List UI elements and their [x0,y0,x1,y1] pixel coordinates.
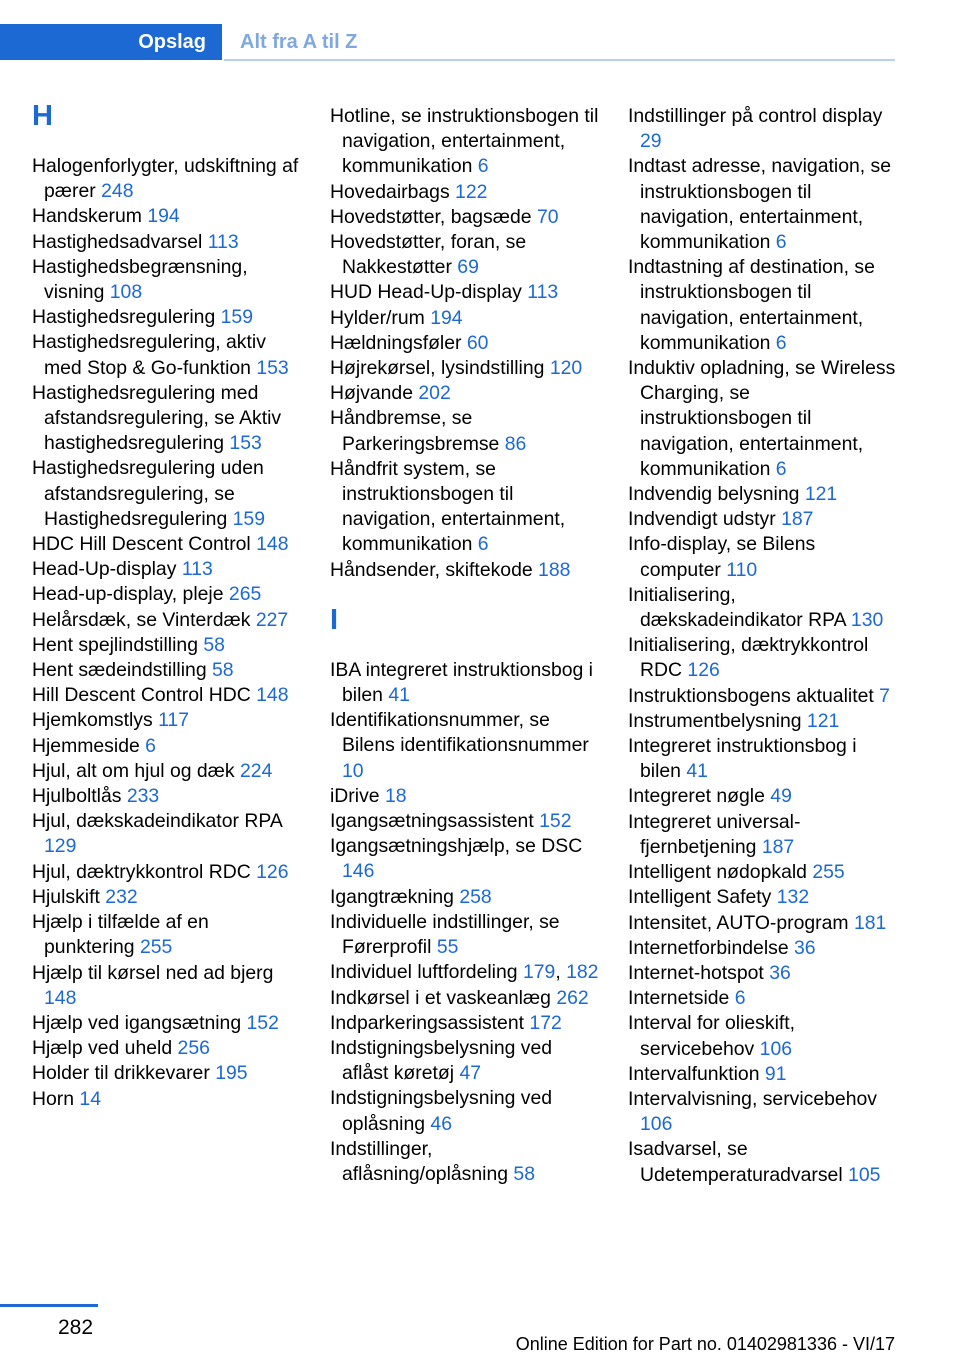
page-link[interactable]: 106 [640,1113,673,1136]
entry-text: Hylder/rum [330,306,425,329]
entry-text: Info-display, se Bilens computer [628,533,816,581]
entry-text: Holder til drikkevarer [32,1062,210,1085]
index-column-2 [330,104,600,1187]
entry-text: Interval for olieskift, servicebehov [628,1012,796,1060]
page-link[interactable]: 255 [812,861,845,884]
index-entry [628,911,898,936]
page-link[interactable]: 126 [256,860,289,883]
page-link[interactable]: 46 [430,1112,452,1135]
entry-text: Hjul, dækskadeindikator RPA [32,810,282,833]
page-link[interactable]: 6 [477,533,489,556]
page-link[interactable]: 148 [44,986,77,1009]
index-entry [330,331,600,356]
page-link[interactable]: 256 [177,1037,210,1060]
page-link[interactable]: 148 [256,533,289,556]
index-entry [330,784,600,809]
section-letter: I [330,603,339,636]
page-link[interactable]: 91 [764,1062,787,1085]
index-entry [32,330,302,380]
entry-text: HUD Head-Up-display [330,281,522,304]
index-entry [32,633,302,658]
index-entry [628,507,898,532]
entry-text: Hastighedsregulering med afstandsregulering, se Aktiv hastighedsregulering [32,381,282,455]
index-column-1 [32,100,302,1112]
entry-text: Hent sædeindstilling [32,659,207,682]
page-link[interactable]: 172 [529,1011,562,1034]
page-link[interactable]: 108 [109,281,143,304]
entry-text: Instruktionsbogens aktualitet [628,684,874,707]
index-entry [330,381,600,406]
page-link[interactable]: 195 [215,1062,248,1085]
page-link[interactable]: 121 [806,709,840,732]
page-link[interactable]: 60 [466,331,489,354]
index-entry [32,557,302,582]
index-entry [628,986,898,1011]
entry-text: Indstigningsbelysning ved aflåst køretøj [330,1036,553,1085]
page-link[interactable]: 6 [734,987,746,1010]
entry-text: Hjælp ved igangsætning [32,1011,242,1034]
index-entry [32,1036,302,1061]
page-link[interactable]: 14 [79,1087,101,1110]
page-link[interactable]: 159 [220,306,253,329]
entry-text: Hotline, se instruktionsbogen til navigation, entertainment, kommunikation [330,105,599,178]
page-link[interactable]: 227 [255,608,289,631]
index-entry [330,406,600,456]
entry-text: Hjul, dæktrykkontrol RDC [32,860,251,883]
entry-text: Hent spejlindstilling [32,633,198,656]
index-entry [628,1137,898,1187]
index-entry [330,1137,600,1187]
index-entry [32,809,302,859]
index-entry [330,1086,600,1136]
page-link[interactable]: 6 [775,231,787,254]
page-link[interactable]: 105 [848,1163,881,1186]
index-entry [32,532,302,557]
page-link[interactable]: 49 [770,785,792,808]
entry-text: Igangsætningsassistent [330,810,534,833]
index-entry [32,658,302,683]
page-link[interactable]: 113 [181,558,213,581]
entry-text: Intensitet, AUTO-program [628,911,849,934]
index-entry: Individuel luftfordeling 179, 182 [330,961,599,984]
index-entry [330,910,600,960]
page-link[interactable]: 117 [158,709,189,732]
entry-text: Højrekørsel, lysindstilling [330,357,545,380]
entry-text: Håndfrit system, se instruktionsbogen til navigation, entertainment, kommunikation [330,457,566,556]
index-entry [32,784,302,809]
page-link[interactable]: 148 [256,684,289,707]
index-entry [32,305,302,330]
entry-text: Horn [32,1087,75,1110]
entry-text: Intelligent Safety [628,886,772,909]
entry-text: Handskerum [32,205,142,228]
index-entry [32,204,302,229]
index-entry [32,683,302,708]
page-link[interactable]: 47 [459,1062,482,1085]
index-entry [330,708,600,784]
entry-text: Intelligent nødopkald [628,861,807,884]
entry-text: Halogenforlygter, udskiftning af pærer [32,155,299,203]
index-entry [32,608,302,633]
page-link[interactable]: 262 [556,986,589,1009]
page-link[interactable]: 122 [455,180,488,203]
index-entry [628,936,898,961]
page-link[interactable]: 132 [776,886,810,909]
index-entry [628,1011,898,1061]
page-link[interactable]: 110 [726,558,758,581]
page-link[interactable]: 86 [504,432,527,455]
page-link[interactable]: 179 [522,961,556,984]
page-link[interactable]: 10 [342,759,364,782]
entry-text: Igangsætningshjælp, se DSC [330,835,583,858]
index-entry [32,582,302,607]
entry-text: Hjemmeside [32,734,140,757]
index-entry [32,734,302,759]
page-link[interactable]: 188 [538,558,571,581]
index-entry [32,961,302,1011]
index-entry [330,809,600,834]
page-number: 282 [58,1316,94,1339]
page-link[interactable]: 224 [240,759,273,782]
index-entry [32,759,302,784]
index-entry [330,205,600,230]
entry-text: Hjælp i tilfælde af en punktering [32,911,209,959]
page-link[interactable]: 120 [549,357,583,380]
entry-text: Individuelle indstillinger, se Førerprofil [330,910,560,959]
page-link[interactable]: 126 [687,659,720,682]
entry-text: Intervalvisning, servicebehov [628,1087,877,1110]
page-link[interactable]: 181 [853,911,887,934]
entry-text: Initialisering, dækskadeindikator RPA [628,583,846,632]
index-column-3 [628,104,898,1188]
page-link[interactable]: 182 [566,961,599,984]
index-entry [628,1062,898,1087]
index-entry [628,482,898,507]
entry-text: Individuel luftfordeling [330,961,518,984]
index-entry [628,633,898,683]
page-link[interactable]: 69 [457,256,479,279]
entry-text: Hastighedsregulering [32,306,216,329]
index-entry [32,860,302,885]
edition-note: Online Edition for Part no. 01402981336 - VI/17 [515,1334,895,1354]
index-entry [330,885,600,910]
footer-rule [0,1304,98,1307]
page-link[interactable]: 6 [775,331,787,354]
entry-text: Hjælp ved uheld [32,1037,173,1060]
entry-text: iDrive [330,784,380,807]
index-entry [32,230,302,255]
entry-text: Hjemkomstlys [32,709,153,732]
page-link[interactable]: 194 [147,205,180,228]
entry-text: Hovedstøtter, bagsæde [330,205,532,228]
entry-text: Hovedstøtter, foran, se Nakkestøtter [330,231,527,279]
page-link[interactable]: 29 [640,130,662,153]
index-entry [628,860,898,885]
index-entry [32,708,302,733]
page-link[interactable]: 146 [342,860,375,883]
entry-text: Intervalfunktion [628,1062,760,1085]
entry-text: Internetforbindelse [628,936,789,959]
index-entry [32,154,302,204]
index-entry [330,1036,600,1086]
index-entry [32,381,302,457]
index-entry [628,532,898,582]
page-link[interactable]: 121 [804,483,838,506]
page-link[interactable]: 255 [139,936,173,959]
page-link[interactable]: 233 [126,785,160,808]
tab-opslag[interactable]: Opslag [0,24,222,60]
page-link[interactable]: 41 [388,684,410,707]
entry-text: Indvendigt udstyr [628,508,776,531]
entry-text: Indstillinger på control display [628,105,883,127]
page-link[interactable]: 18 [384,784,407,807]
entry-text: Indtast adresse, navigation, se instruktionsbogen til navigation, entertainment, kommunikation [628,155,892,254]
entry-text: Indstigningsbelysning ved oplåsning [330,1087,553,1135]
index-entry [330,658,600,708]
entry-text: Instrumentbelysning [628,709,802,732]
entry-text: Hældningsføler [330,331,462,354]
page-link[interactable]: 6 [477,155,489,178]
index-entry [628,709,898,734]
page-link[interactable]: 106 [759,1037,793,1060]
page-link[interactable]: 58 [513,1162,535,1185]
index-entry [628,810,898,860]
entry-text: Hastighedsbegrænsning, visning [32,255,248,304]
entry-text: Hastighedsregulering, aktiv med Stop & Go-funktion [32,331,266,379]
page-link[interactable]: 248 [101,180,134,203]
entry-text: Integreret nøgle [628,785,765,808]
page-link[interactable]: 187 [781,508,814,531]
entry-text: Integreret instruktionsbog i bilen [628,735,857,783]
index-entry [628,154,898,255]
page-link[interactable]: 6 [775,457,787,480]
page-link[interactable]: 7 [879,684,890,707]
entry-text: Indkørsel i et vaskeanlæg [330,986,551,1009]
entry-text: Igangtrækning [330,885,454,908]
page-link[interactable]: 265 [228,583,262,606]
entry-text: Integreret universal-fjernbetjening [628,810,801,858]
page-link[interactable]: 258 [459,885,492,908]
entry-text: Hjulboltlås [32,785,122,808]
index-entry [330,986,600,1011]
index-entry [628,784,898,809]
page-link[interactable]: 6 [145,734,156,757]
index-entry [32,1011,302,1036]
index-entry [628,104,898,154]
page-link[interactable]: 58 [203,633,225,656]
section-letter: H [32,100,53,132]
page-link[interactable]: 41 [686,760,708,783]
index-entry [32,910,302,960]
entry-text: Håndbremse, se Parkeringsbremse [330,407,500,455]
page-link[interactable]: 129 [44,835,77,858]
page-link[interactable]: 70 [536,205,559,228]
page-link[interactable]: 153 [256,356,289,379]
entry-text: Håndsender, skiftekode [330,558,533,581]
entry-text: Induktiv opladning, se Wireless Charging, se instruktionsbogen til navigation, entertainment, kommunikation [628,357,896,480]
tab-alt-fra-a-til-z[interactable]: Alt fra A til Z [240,30,358,53]
entry-text: Head-up-display, pleje [32,583,224,606]
page-link[interactable]: 58 [212,659,234,682]
entry-text: Hill Descent Control HDC [32,684,251,707]
page-link[interactable]: 232 [105,885,138,908]
entry-text: Head-Up-display [32,558,177,581]
index-entry [628,1087,898,1137]
page-link[interactable]: 187 [761,835,795,858]
index-entry [628,961,898,986]
entry-text: Hastighedsregulering uden afstandsregulering, se Hastighedsregulering [32,457,264,530]
index-entry [628,583,898,633]
index-entry [32,456,302,532]
entry-text: Indstillinger, aflåsning/oplåsning [330,1137,509,1185]
entry-text: Initialisering, dæktrykkontrol RDC [628,634,869,682]
index-entry [32,1061,302,1086]
entry-text: Indparkeringsassistent [330,1011,525,1034]
entry-text: Identifikationsnummer, se Bilens identifikationsnummer [330,709,589,757]
entry-text: IBA integreret instruktionsbog i bilen [330,658,593,707]
index-entry [330,104,600,180]
entry-text: Højvande [330,382,413,405]
index-entry [628,255,898,356]
entry-text: Hjulskift [32,885,100,908]
page-link[interactable]: 152 [246,1011,279,1034]
index-entry [330,1011,600,1036]
page-link[interactable]: 194 [430,306,463,329]
index-entry [330,834,600,884]
entry-text: Hastighedsadvarsel [32,230,203,253]
index-entry [330,280,600,305]
page-link[interactable]: 113 [207,230,239,253]
page-link[interactable]: 153 [229,432,262,455]
entry-text: Hovedairbags [330,180,450,203]
page-link[interactable]: 113 [527,281,559,304]
page-link[interactable]: 202 [418,382,451,405]
entry-text: Indtastning af destination, se instruktionsbogen til navigation, entertainment, kommunikation [628,256,875,354]
index-entry [32,255,302,305]
entry-text: HDC Hill Descent Control [32,533,251,556]
index-entry [330,356,600,381]
index-entry [330,457,600,558]
entry-text: Isadvarsel, se Udetemperaturadvarsel [628,1138,843,1186]
index-entry [628,684,898,709]
page-link[interactable]: 55 [436,936,459,959]
index-entry [330,180,600,205]
index-entry [628,885,898,910]
entry-text: Hjul, alt om hjul og dæk [32,759,235,782]
index-entry [330,306,600,331]
header-tabs [0,24,895,62]
page-link[interactable]: 36 [794,936,816,959]
entry-text: Indvendig belysning [628,483,800,506]
entry-text: Helårsdæk, se Vinterdæk [32,608,251,631]
index-entry [330,558,600,583]
index-entry [32,1087,302,1112]
tab-divider [224,59,895,61]
index-entry [628,734,898,784]
page-link[interactable]: 130 [850,609,884,632]
entry-text: Internet-hotspot [628,961,764,984]
index-entry [330,230,600,280]
index-entry [32,885,302,910]
page-link[interactable]: 36 [769,961,791,984]
index-entry [628,356,898,482]
page-link[interactable]: 159 [232,507,265,530]
page-link[interactable]: 152 [539,810,572,833]
entry-text: Internetside [628,987,730,1010]
entry-text: Hjælp til kørsel ned ad bjerg [32,961,274,984]
